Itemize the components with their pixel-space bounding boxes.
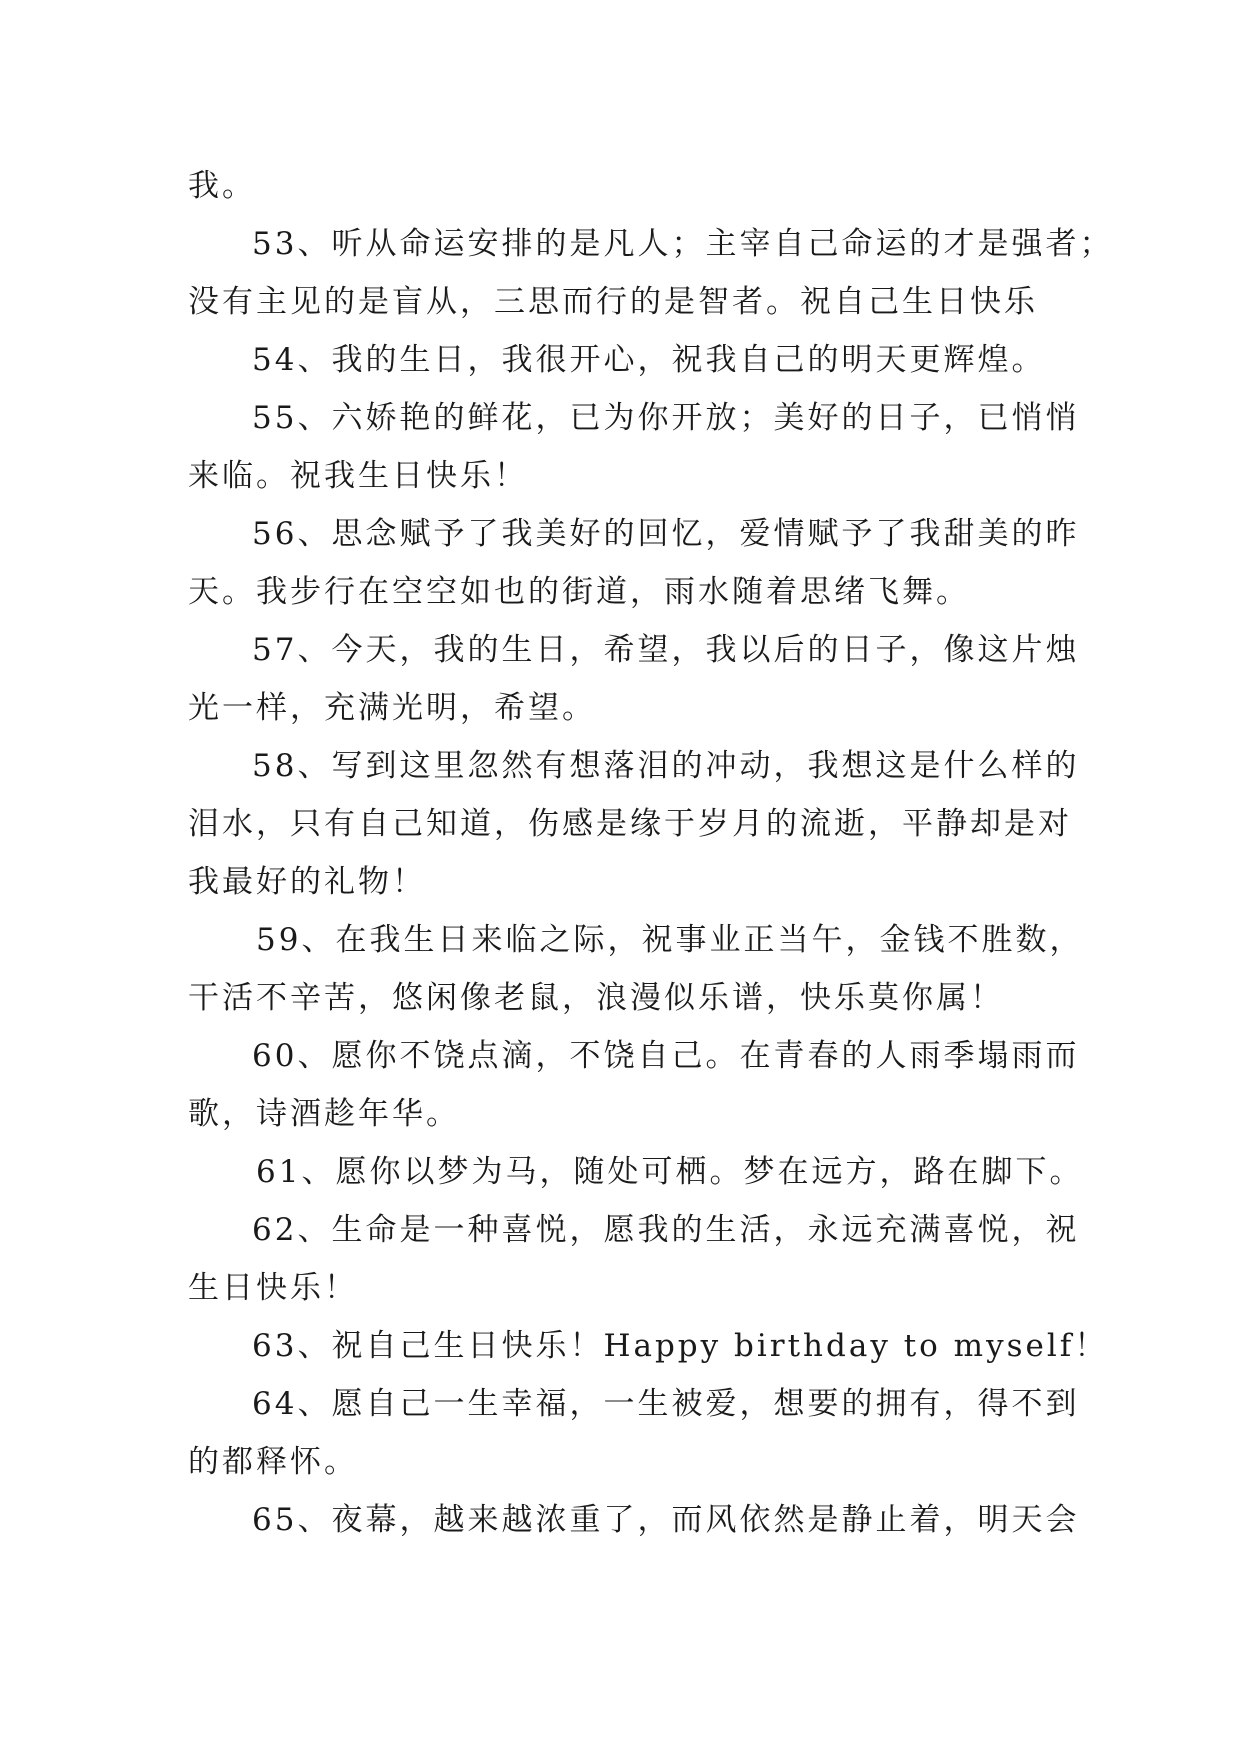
text-line: 61、愿你以梦为马，随处可栖。梦在远方，路在脚下。 bbox=[256, 1154, 1084, 1190]
text-line: 60、愿你不饶点滴，不饶自己。在青春的人雨季塌雨而 bbox=[252, 1038, 1080, 1074]
text-line: 65、夜幕，越来越浓重了，而风依然是静止着，明天会 bbox=[252, 1502, 1080, 1538]
text-line: 没有主见的是盲从，三思而行的是智者。祝自己生日快乐 bbox=[188, 284, 1038, 320]
text-line: 64、愿自己一生幸福，一生被爱，想要的拥有，得不到 bbox=[252, 1386, 1080, 1422]
text-line: 光一样，充满光明，希望。 bbox=[188, 690, 596, 726]
text-line: 的都释怀。 bbox=[188, 1444, 358, 1480]
text-line: 来临。祝我生日快乐！ bbox=[188, 458, 528, 494]
text-line: 我。 bbox=[188, 168, 256, 204]
text-line: 歌，诗酒趁年华。 bbox=[188, 1096, 460, 1132]
text-line: 干活不辛苦，悠闲像老鼠，浪漫似乐谱，快乐莫你属！ bbox=[188, 980, 1004, 1016]
text-line: 56、思念赋予了我美好的回忆，爱情赋予了我甜美的昨 bbox=[252, 516, 1080, 552]
text-line: 54、我的生日，我很开心，祝我自己的明天更辉煌。 bbox=[252, 342, 1046, 378]
text-line: 55、六娇艳的鲜花，已为你开放；美好的日子，已悄悄 bbox=[252, 400, 1080, 436]
text-line: 58、写到这里忽然有想落泪的冲动，我想这是什么样的 bbox=[252, 748, 1080, 784]
text-line: 57、今天，我的生日，希望，我以后的日子，像这片烛 bbox=[252, 632, 1080, 668]
text-line: 生日快乐！ bbox=[188, 1270, 358, 1306]
text-line: 62、生命是一种喜悦，愿我的生活，永远充满喜悦，祝 bbox=[252, 1212, 1080, 1248]
text-line: 天。我步行在空空如也的街道，雨水随着思绪飞舞。 bbox=[188, 574, 970, 610]
text-line: 我最好的礼物！ bbox=[188, 864, 426, 900]
text-line: 泪水，只有自己知道，伤感是缘于岁月的流逝，平静却是对 bbox=[188, 806, 1072, 842]
text-line: 59、在我生日来临之际，祝事业正当午，金钱不胜数， bbox=[256, 922, 1084, 958]
text-line: 63、祝自己生日快乐！Happy birthday to myself！ bbox=[252, 1328, 1109, 1364]
text-line: 53、听从命运安排的是凡人；主宰自己命运的才是强者； bbox=[252, 226, 1114, 262]
